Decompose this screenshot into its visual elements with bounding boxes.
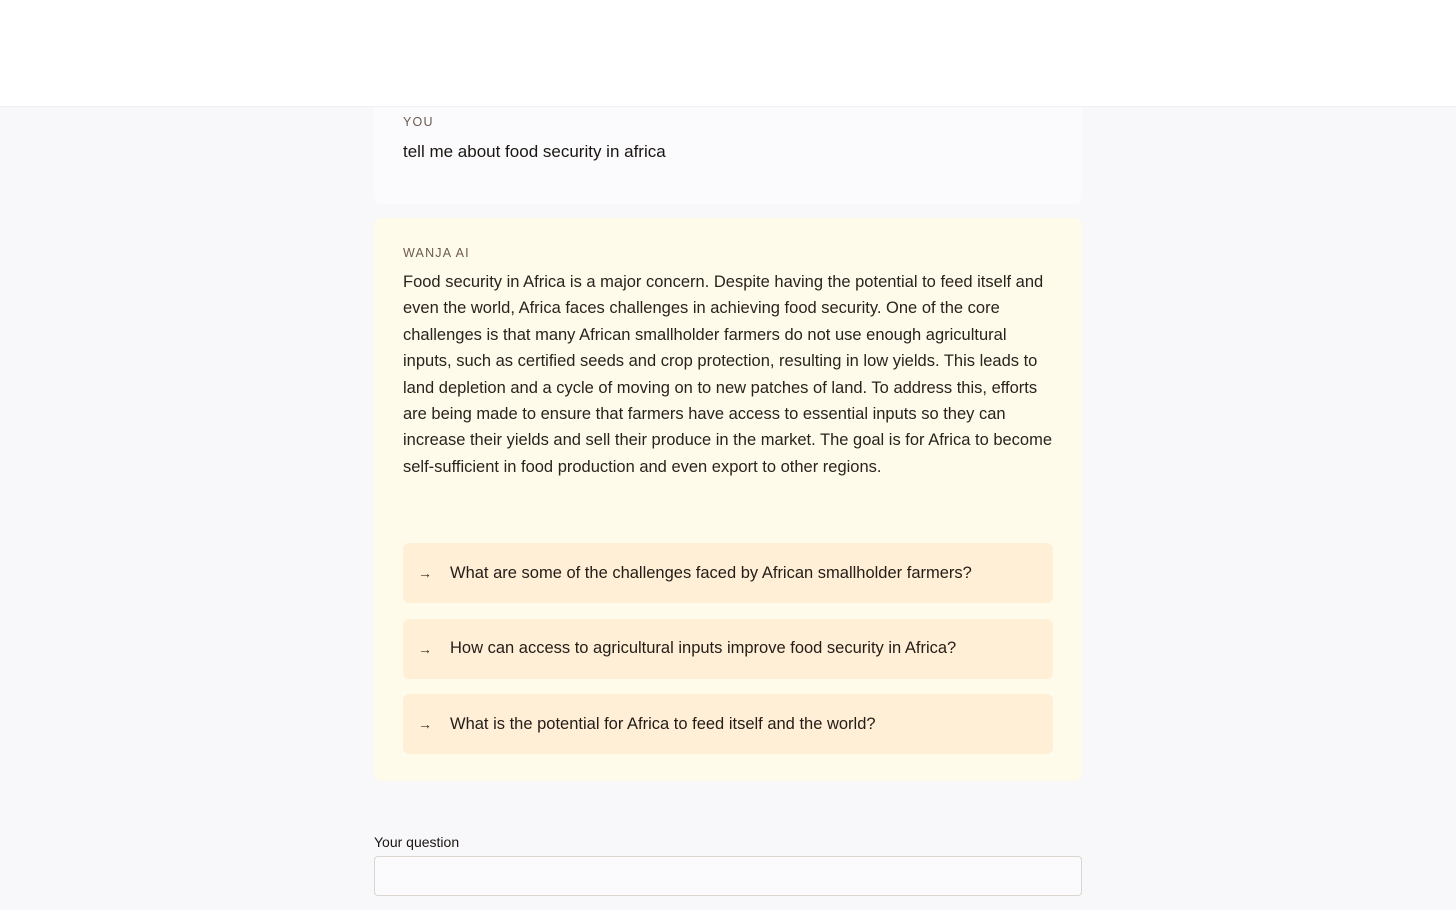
arrow-right-icon: → <box>418 716 432 732</box>
suggested-question-button[interactable] <box>403 694 1053 754</box>
suggested-questions <box>403 543 1053 770</box>
suggested-question-label: What are some of the challenges faced by African smallholder farmers? <box>450 563 972 582</box>
user-role-label: YOU <box>403 115 434 129</box>
top-header <box>0 0 1456 107</box>
assistant-message-text: Food security in Africa is a major concern. Despite having the potential to feed itself and even the world, Africa faces challenges in achieving food security. One of the core challenges is that many African smallholder farmers do not use enough agricultural inputs, such as certified seeds and crop protection, resulting in low yields. This leads to land depletion and a cycle of moving on to new patches of land. To address this, efforts are being made to ensure that farmers have access to essential inputs so they can increase their yields and sell their produce in the market. The goal is for Africa to become self-sufficient in food production and even export to other regions. <box>403 273 1053 476</box>
question-input[interactable] <box>374 856 1082 896</box>
assistant-role-label: WANJA AI <box>403 246 470 260</box>
arrow-right-icon: → <box>418 640 432 657</box>
suggested-question-button[interactable] <box>403 619 1053 679</box>
suggested-question-label: What is the potential for Africa to feed itself and the world? <box>450 714 876 733</box>
suggested-question-label: How can access to agricultural inputs improve food security in Africa? <box>450 639 957 657</box>
assistant-message-card <box>374 218 1082 781</box>
question-field-label: Your question <box>374 834 460 850</box>
user-message-text: tell me about food security in africa <box>403 142 666 161</box>
suggested-question-button[interactable] <box>403 543 1053 603</box>
arrow-right-icon: → <box>418 565 432 581</box>
